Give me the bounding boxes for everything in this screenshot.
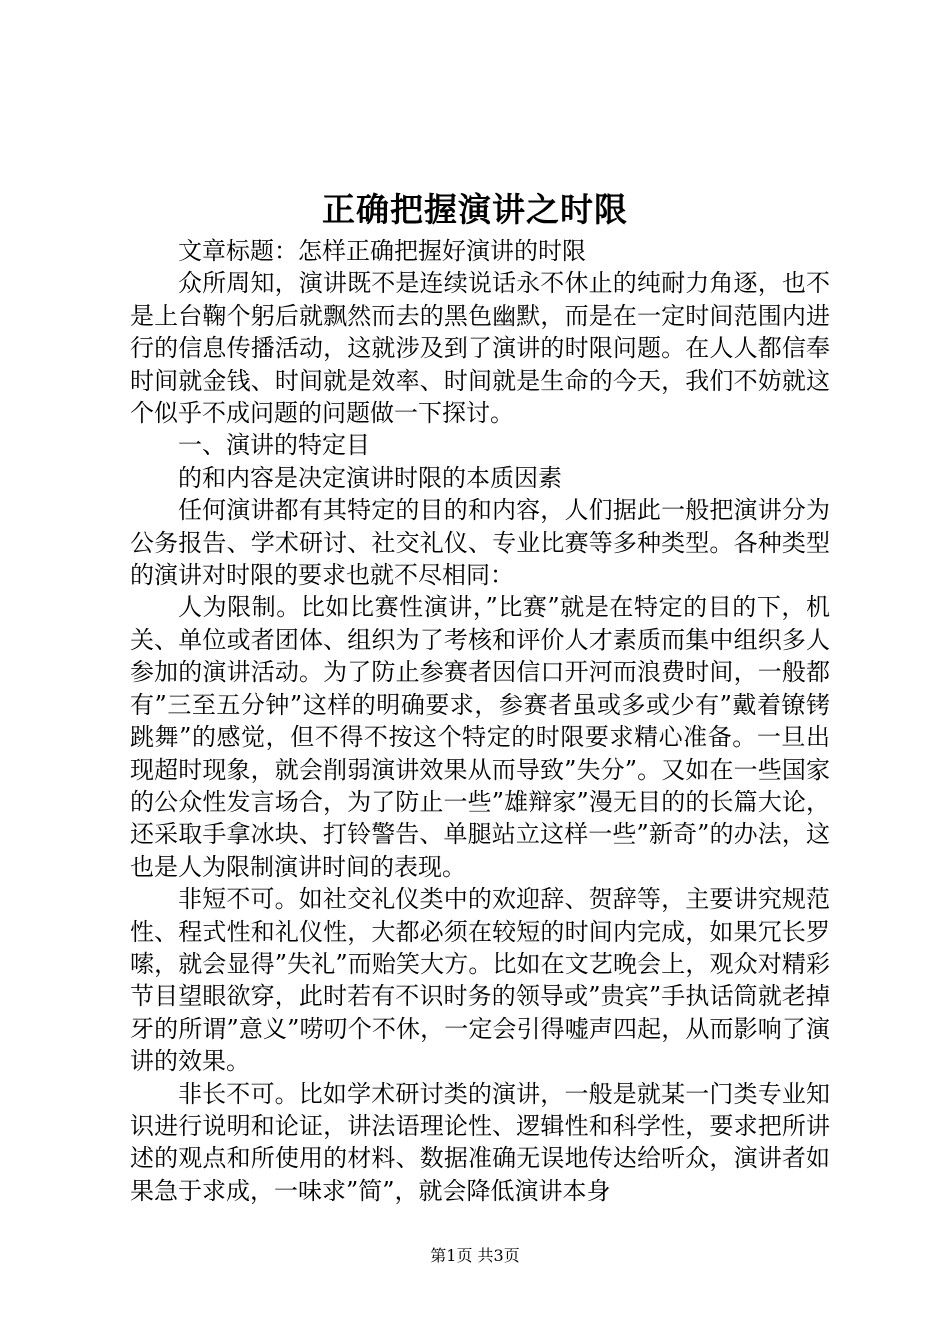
paragraph-must-be-short: 非短不可。如社交礼仪类中的欢迎辞、贺辞等，主要讲究规范性、程式性和礼仪性，大都必须在较短的时间内完成，如果冗长罗嗦，就会显得”失礼”而贻笑大方。比如在文艺晚会上，观众对精彩节目望眼欲穿，此时若有不识时务的领导或”贵宾”手执话筒就老掉牙的所谓”意义”唠叨个不休，一定会引得嘘声四起，从而影响了演讲的效果。 (130, 885, 830, 1076)
paragraph-must-be-long: 非长不可。比如学术研讨类的演讲，一般是就某一门类专业知识进行说明和论证，讲法语理论性、逻辑性和科学性，要求把所讲述的观点和所使用的材料、数据准确无误地传达给听众，演讲者如果急于求成，一味求”简”，就会降低演讲本身 (130, 1079, 830, 1205)
paragraph-types: 任何演讲都有其特定的目的和内容，人们据此一般把演讲分为公务报告、学术研讨、社交礼仪、专业比赛等多种类型。各种类型的演讲对时限的要求也就不尽相同： (130, 496, 830, 590)
document-body (130, 235, 830, 1207)
page-number-footer: 第1页 共3页 (430, 1246, 520, 1265)
paragraph-artificial-limit: 人为限制。比如比赛性演讲，”比赛”就是在特定的目的下，机关、单位或者团体、组织为了考核和评价人才素质而集中组织多人参加的演讲活动。为了防止参赛者因信口开河而浪费时间，一般都有”三至五分钟”这样的明确要求，参赛者虽或多或少有”戴着镣铐跳舞”的感觉，但不得不按这个特定的时限要求精心准备。一旦出现超时现象，就会削弱演讲效果从而导致”失分”。又如在一些国家的公众性发言场合，为了防止一些”雄辩家”漫无目的的长篇大论，还采取手拿冰块、打铃警告、单腿站立这样一些”新奇”的办法，这也是人为限制演讲时间的表现。 (130, 593, 830, 881)
document-title: 正确把握演讲之时限 (322, 190, 628, 229)
paragraph-article-title: 文章标题：怎样正确把握好演讲的时限 (178, 237, 586, 265)
paragraph-section-heading-1-cont: 的和内容是决定演讲时限的本质因素 (178, 463, 562, 492)
paragraph-section-heading-1: 一、演讲的特定目 (178, 431, 370, 460)
paragraph-intro: 众所周知，演讲既不是连续说话永不休止的纯耐力角逐，也不是上台鞠个躬后就飘然而去的黑色幽默，而是在一定时间范围内进行的信息传播活动，这就涉及到了演讲的时限问题。在人人都信奉时间就金钱、时间就是效率、时间就是生命的今天，我们不妨就这个似乎不成问题的问题做一下探讨。 (130, 269, 830, 428)
